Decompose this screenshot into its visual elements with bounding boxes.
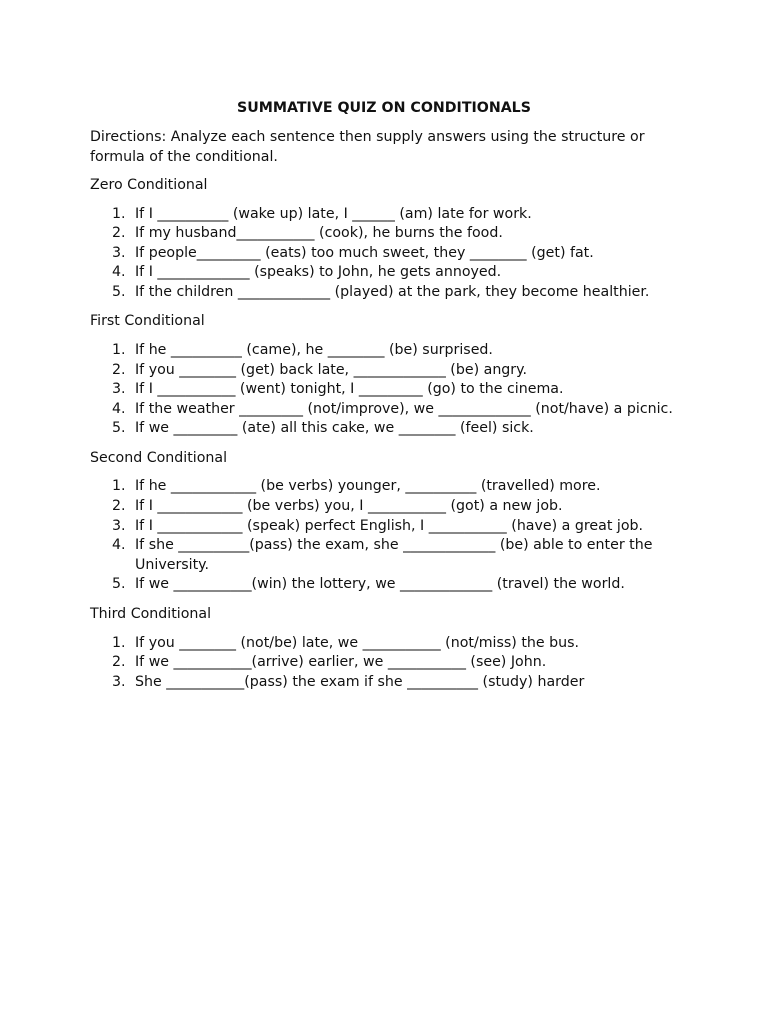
question-item xyxy=(90,634,680,654)
page-title: SUMMATIVE QUIZ ON CONDITIONALS xyxy=(237,100,531,116)
question-number: 1. xyxy=(112,341,126,358)
question-number: 3. xyxy=(112,244,126,261)
question-number: 2. xyxy=(112,361,126,378)
question-list xyxy=(90,341,690,439)
question-item xyxy=(90,205,680,225)
question-number: 2. xyxy=(112,225,126,242)
question-number: 3. xyxy=(112,517,126,534)
question-text: If I ____________ (be verbs) you, I ___________ (got) a new job. xyxy=(135,498,563,515)
question-text: If my husband___________ (cook), he burns the food. xyxy=(135,225,503,242)
question-item xyxy=(90,477,680,497)
question-item xyxy=(90,653,680,673)
section-heading: Zero Conditional xyxy=(90,177,208,193)
question-text: If I _____________ (speaks) to John, he gets annoyed. xyxy=(135,264,502,281)
question-text: If we ___________(win) the lottery, we _____________ (travel) the world. xyxy=(135,576,625,593)
question-text: She ___________(pass) the exam if she __________ (study) harder xyxy=(135,673,585,690)
question-number: 4. xyxy=(112,537,126,554)
question-number: 1. xyxy=(112,634,126,651)
question-text: If I __________ (wake up) late, I ______ (am) late for work. xyxy=(135,205,532,222)
question-text: If I ____________ (speak) perfect English, I ___________ (have) a great job. xyxy=(135,517,644,534)
question-item xyxy=(90,283,680,303)
question-number: 3. xyxy=(112,673,126,690)
question-number: 4. xyxy=(112,400,126,417)
question-item xyxy=(90,400,680,420)
question-text: If we ___________(arrive) earlier, we ___________ (see) John. xyxy=(135,654,547,671)
question-text: If the children _____________ (played) at the park, they become healthier. xyxy=(135,283,650,300)
question-text: If we _________ (ate) all this cake, we ________ (feel) sick. xyxy=(135,420,534,437)
question-text: If she __________(pass) the exam, she _____________ (be) able to enter the University. xyxy=(135,537,653,573)
question-text: If people_________ (eats) too much sweet, they ________ (get) fat. xyxy=(135,244,594,261)
question-item xyxy=(90,673,680,693)
directions-text: Directions: Analyze each sentence then supply answers using the structure or formula of the conditional. xyxy=(90,129,645,165)
question-text: If he ____________ (be verbs) younger, __________ (travelled) more. xyxy=(135,478,601,495)
question-item xyxy=(90,517,680,537)
question-item xyxy=(90,361,680,381)
question-number: 5. xyxy=(112,576,126,593)
question-text: If you ________ (get) back late, _____________ (be) angry. xyxy=(135,361,528,378)
question-item xyxy=(90,341,680,361)
question-number: 5. xyxy=(112,283,126,300)
question-text: If the weather _________ (not/improve), we _____________ (not/have) a picnic. xyxy=(135,400,673,417)
question-number: 3. xyxy=(112,381,126,398)
question-item xyxy=(90,536,680,575)
question-number: 5. xyxy=(112,420,126,437)
question-list xyxy=(90,634,690,693)
question-text: If he __________ (came), he ________ (be) surprised. xyxy=(135,341,493,358)
question-number: 2. xyxy=(112,498,126,515)
question-item xyxy=(90,263,680,283)
question-text: If I ___________ (went) tonight, I _________ (go) to the cinema. xyxy=(135,381,564,398)
question-list xyxy=(90,205,690,303)
question-item xyxy=(90,224,680,244)
question-number: 1. xyxy=(112,478,126,495)
section-heading: Second Conditional xyxy=(90,449,228,466)
question-text: If you ________ (not/be) late, we ___________ (not/miss) the bus. xyxy=(135,634,580,651)
question-item xyxy=(90,244,680,264)
section-heading: First Conditional xyxy=(90,313,205,330)
question-number: 2. xyxy=(112,654,126,671)
question-list xyxy=(90,477,690,595)
question-number: 1. xyxy=(112,205,126,222)
document-page xyxy=(90,98,690,702)
question-item xyxy=(90,575,680,595)
question-item xyxy=(90,419,680,439)
question-number: 4. xyxy=(112,264,126,281)
question-item xyxy=(90,380,680,400)
sections-container xyxy=(90,176,690,692)
question-item xyxy=(90,497,680,517)
section-heading: Third Conditional xyxy=(90,606,212,622)
